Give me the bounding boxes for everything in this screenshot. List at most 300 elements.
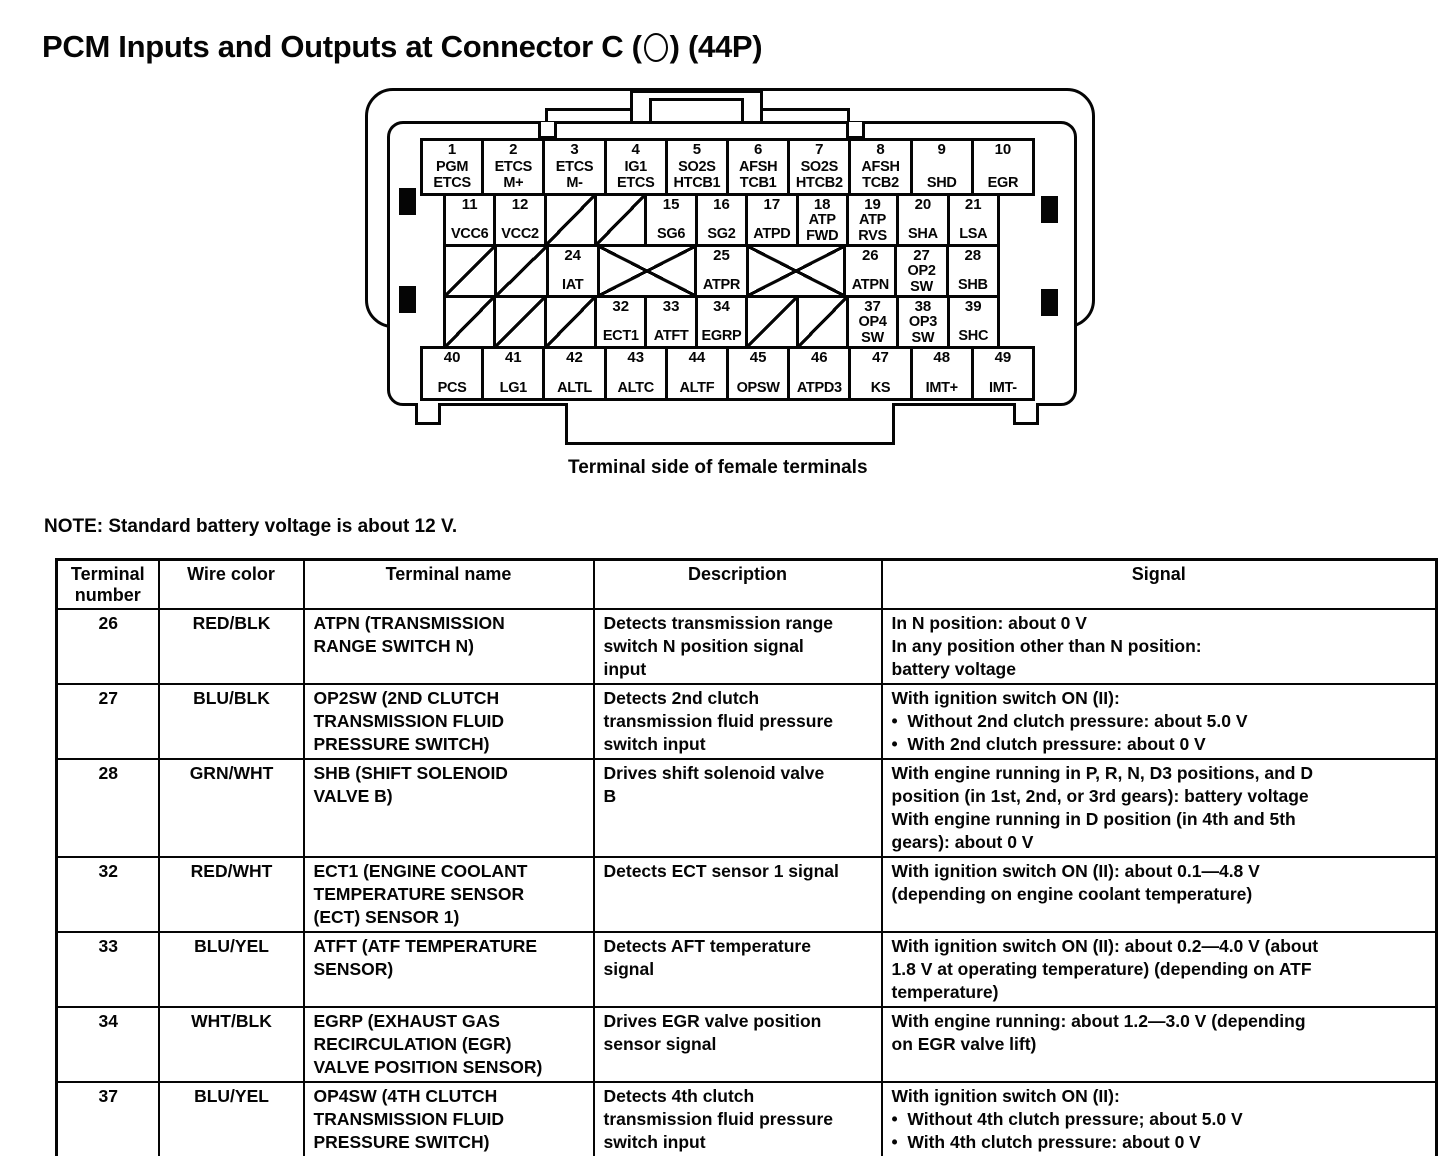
wire-color-cell: BLU/BLK bbox=[159, 684, 304, 759]
pin-label-line: ALTF bbox=[679, 379, 715, 396]
blocked-cell bbox=[745, 295, 798, 349]
pin-number: 18 bbox=[813, 196, 831, 213]
pin-20 bbox=[896, 193, 949, 247]
pin-32 bbox=[594, 295, 647, 349]
pin-label-line: SW bbox=[911, 329, 935, 346]
pin-label-line: VCC2 bbox=[501, 225, 539, 242]
connector-bottom-notch-right bbox=[1013, 403, 1039, 425]
pin-row-5 bbox=[420, 346, 1035, 401]
pin-26 bbox=[843, 244, 897, 298]
pin-label bbox=[739, 160, 777, 191]
wire-color-cell: BLU/YEL bbox=[159, 1082, 304, 1156]
pin-28 bbox=[946, 244, 1000, 298]
terminal-number-cell: 28 bbox=[57, 759, 159, 857]
blocked-cell bbox=[544, 295, 597, 349]
signal-cell bbox=[882, 759, 1437, 857]
pin-label bbox=[926, 381, 958, 397]
pin-label-line: ATP bbox=[808, 212, 836, 228]
pin-11 bbox=[443, 193, 496, 247]
terminal-number-cell: 34 bbox=[57, 1007, 159, 1082]
signal-line: With engine running: about 1.2—3.0 V (depending bbox=[891, 1011, 1306, 1031]
signal-line: • With 4th clutch pressure: about 0 V bbox=[891, 1132, 1201, 1152]
pin-label-line: M+ bbox=[503, 174, 524, 191]
pin-42 bbox=[542, 346, 606, 401]
pin-label bbox=[796, 160, 843, 191]
terminal-name-line: OP4SW (4TH CLUTCH bbox=[313, 1086, 498, 1106]
terminal-name-cell bbox=[304, 609, 594, 684]
connector-latch-right-upper bbox=[1041, 196, 1058, 223]
terminal-name-cell bbox=[304, 857, 594, 932]
pin-number: 33 bbox=[662, 298, 680, 315]
pin-number: 10 bbox=[994, 141, 1012, 158]
signal-cell bbox=[882, 857, 1437, 932]
description-line: switch input bbox=[603, 734, 706, 754]
pin-label bbox=[557, 381, 592, 397]
connector-pinout-diagram bbox=[365, 86, 1095, 452]
pin-number: 44 bbox=[688, 349, 706, 366]
blocked-cell bbox=[594, 193, 647, 247]
description-line: B bbox=[603, 786, 617, 806]
pin-label-line: PCS bbox=[437, 379, 467, 396]
signal-line: With ignition switch ON (II): bbox=[891, 1086, 1120, 1106]
pin-number: 1 bbox=[447, 141, 457, 158]
description-line: Drives EGR valve position bbox=[603, 1011, 822, 1031]
terminal-name-cell bbox=[304, 1007, 594, 1082]
pin-label-line: ATPD3 bbox=[796, 379, 842, 396]
signal-line: • Without 2nd clutch pressure: about 5.0 V bbox=[891, 711, 1248, 731]
pin-label-line: OP3 bbox=[908, 314, 937, 330]
terminal-name-line: VALVE POSITION SENSOR) bbox=[313, 1057, 543, 1077]
pin-21 bbox=[947, 193, 1000, 247]
pin-34 bbox=[695, 295, 748, 349]
terminal-name-line: RANGE SWITCH N) bbox=[313, 636, 474, 656]
wire-color-cell: WHT/BLK bbox=[159, 1007, 304, 1082]
pin-label bbox=[958, 329, 988, 345]
table-header-row bbox=[57, 560, 1437, 610]
pin-label bbox=[495, 160, 532, 191]
blocked-cell bbox=[796, 295, 849, 349]
pin-label-line: SG6 bbox=[657, 225, 686, 242]
signal-line: In N position: about 0 V bbox=[891, 613, 1087, 633]
pin-46 bbox=[787, 346, 851, 401]
pin-label bbox=[657, 227, 685, 243]
pin-48 bbox=[910, 346, 974, 401]
table-row-terminal-32 bbox=[57, 857, 1437, 932]
pin-label-line: EGR bbox=[987, 174, 1019, 191]
pin-number: 24 bbox=[564, 247, 581, 264]
pin-label bbox=[617, 160, 654, 191]
pin-row-3 bbox=[443, 244, 1000, 298]
pin-row-1 bbox=[420, 138, 1035, 196]
pin-label-line: OP4 bbox=[858, 314, 887, 330]
description-line: switch input bbox=[603, 1132, 706, 1152]
pin-label bbox=[702, 329, 742, 345]
signal-line: With engine running in D position (in 4th and 5th bbox=[891, 809, 1296, 829]
pin-label-line: IMT+ bbox=[925, 379, 958, 396]
signal-line: battery voltage bbox=[891, 659, 1016, 679]
pin-label-line: SO2S bbox=[678, 159, 716, 175]
description-line: input bbox=[603, 659, 647, 679]
pin-number: 48 bbox=[933, 349, 951, 366]
terminal-name-line: ATFT (ATF TEMPERATURE bbox=[313, 936, 538, 956]
pin-49 bbox=[971, 346, 1035, 401]
terminal-number-cell: 32 bbox=[57, 857, 159, 932]
pin-number: 20 bbox=[914, 196, 932, 213]
pin-number: 47 bbox=[872, 349, 889, 366]
pin-label-line: ETCS bbox=[616, 174, 655, 191]
pin-label-line: KS bbox=[870, 379, 891, 396]
description-line: Detects 4th clutch bbox=[603, 1086, 755, 1106]
pin-7 bbox=[787, 138, 851, 196]
connector-bottom-notch-left bbox=[415, 403, 441, 425]
pin-label bbox=[871, 381, 891, 397]
pin-number: 27 bbox=[913, 247, 930, 264]
pin-24 bbox=[546, 244, 600, 298]
pin-label-line: IG1 bbox=[624, 159, 647, 175]
description-line: transmission fluid pressure bbox=[603, 1109, 834, 1129]
pin-label-line: TCB2 bbox=[862, 174, 899, 191]
pin-label bbox=[680, 381, 715, 397]
terminal-name-line: OP2SW (2ND CLUTCH bbox=[313, 688, 500, 708]
blocked-cell bbox=[494, 244, 548, 298]
connector-bottom-tab bbox=[565, 403, 895, 445]
pin-label-line: SW bbox=[910, 278, 933, 295]
pin-label bbox=[806, 213, 838, 244]
pin-label bbox=[603, 329, 639, 345]
description-line: signal bbox=[603, 959, 655, 979]
pin-number: 6 bbox=[753, 141, 763, 158]
connector-top-notch-right bbox=[846, 122, 865, 139]
pin-number: 9 bbox=[937, 141, 946, 158]
pin-number: 2 bbox=[509, 141, 518, 158]
pin-label bbox=[433, 160, 470, 191]
wire-color-cell: BLU/YEL bbox=[159, 932, 304, 1007]
table-row-terminal-28 bbox=[57, 759, 1437, 857]
signal-line: With ignition switch ON (II): about 0.2—4.0 V (about bbox=[891, 936, 1319, 956]
pin-label-line: TCB1 bbox=[739, 174, 777, 191]
signal-line: position (in 1st, 2nd, or 3rd gears): battery voltage bbox=[891, 786, 1309, 806]
pin-15 bbox=[644, 193, 697, 247]
table-row-terminal-33 bbox=[57, 932, 1437, 1007]
description-cell bbox=[594, 684, 882, 759]
pin-label-line: AFSH bbox=[738, 159, 778, 175]
terminal-name-line: ECT1 (ENGINE COOLANT bbox=[313, 861, 528, 881]
pin-12 bbox=[493, 193, 546, 247]
table-row-terminal-26 bbox=[57, 609, 1437, 684]
terminal-name-cell bbox=[304, 1082, 594, 1156]
terminal-name-line: VALVE B) bbox=[313, 786, 393, 806]
blocked-cell bbox=[597, 244, 698, 298]
pin-number: 42 bbox=[566, 349, 583, 366]
signal-line: gears): about 0 V bbox=[891, 832, 1034, 852]
pin-label-line: ECT1 bbox=[602, 327, 639, 344]
pin-19 bbox=[846, 193, 899, 247]
pin-label bbox=[959, 227, 987, 243]
blocked-cell bbox=[746, 244, 847, 298]
pin-number: 28 bbox=[964, 247, 982, 264]
signal-line: In any position other than N position: bbox=[891, 636, 1202, 656]
terminal-name-cell bbox=[304, 932, 594, 1007]
wire-color-cell: RED/BLK bbox=[159, 609, 304, 684]
pin-label bbox=[562, 278, 583, 294]
pin-4 bbox=[604, 138, 668, 196]
description-cell bbox=[594, 1082, 882, 1156]
signal-line: on EGR valve lift) bbox=[891, 1034, 1037, 1054]
pin-label-line: SHD bbox=[926, 174, 957, 191]
col-header-terminal-number: Terminal number bbox=[57, 560, 159, 610]
pin-number: 4 bbox=[631, 141, 640, 158]
pin-45 bbox=[726, 346, 790, 401]
pin-label bbox=[556, 160, 593, 191]
pin-37 bbox=[846, 295, 899, 349]
col-header-description: Description bbox=[594, 560, 882, 610]
pin-number: 34 bbox=[713, 298, 730, 315]
pin-number: 16 bbox=[713, 196, 730, 213]
pin-row-2 bbox=[443, 193, 1000, 247]
signal-line: With ignition switch ON (II): bbox=[891, 688, 1120, 708]
connector-circle-icon bbox=[644, 33, 668, 62]
pin-8 bbox=[848, 138, 912, 196]
terminal-name-line: (ECT) SENSOR 1) bbox=[313, 907, 460, 927]
pin-label-line: SO2S bbox=[800, 159, 839, 175]
battery-voltage-note: NOTE: Standard battery voltage is about 12 V. bbox=[44, 516, 458, 537]
pin-label bbox=[618, 381, 654, 397]
terminal-name-line: ATPN (TRANSMISSION bbox=[313, 613, 505, 633]
pin-label-line: ETCS bbox=[433, 174, 471, 191]
description-cell bbox=[594, 932, 882, 1007]
description-line: sensor signal bbox=[603, 1034, 717, 1054]
pin-number: 3 bbox=[570, 141, 579, 158]
title-text-suffix: ) (44P) bbox=[669, 28, 763, 64]
pin-label-line: FWD bbox=[806, 227, 839, 244]
pin-number: 40 bbox=[443, 349, 461, 366]
pin-number: 17 bbox=[763, 196, 781, 213]
pin-label-line: IMT- bbox=[989, 379, 1017, 396]
pin-number: 12 bbox=[511, 196, 529, 213]
pin-label-line: SHC bbox=[958, 327, 989, 344]
signal-cell bbox=[882, 932, 1437, 1007]
pin-label-line: ALTL bbox=[557, 379, 592, 396]
description-cell bbox=[594, 609, 882, 684]
pin-row-4 bbox=[443, 295, 1000, 349]
terminal-number-cell: 26 bbox=[57, 609, 159, 684]
pin-label bbox=[673, 160, 720, 191]
pin-label-line: OP2 bbox=[907, 263, 936, 279]
pin-number: 49 bbox=[994, 349, 1012, 366]
pin-16 bbox=[695, 193, 748, 247]
pin-label-line: SHA bbox=[908, 225, 938, 242]
pin-number: 8 bbox=[876, 141, 885, 158]
pin-9 bbox=[910, 138, 974, 196]
description-line: Detects transmission range bbox=[603, 613, 834, 633]
pin-label bbox=[858, 213, 887, 244]
connector-latch-left-lower bbox=[399, 286, 416, 313]
pin-3 bbox=[542, 138, 606, 196]
pin-label bbox=[909, 315, 937, 346]
pin-label bbox=[958, 278, 988, 294]
col-header-wire-color: Wire color bbox=[159, 560, 304, 610]
blocked-cell bbox=[493, 295, 546, 349]
pin-25 bbox=[694, 244, 748, 298]
pin-label-line: IAT bbox=[561, 276, 584, 293]
description-cell bbox=[594, 1007, 882, 1082]
terminal-name-cell bbox=[304, 684, 594, 759]
terminal-name-line: PRESSURE SWITCH) bbox=[313, 1132, 490, 1152]
connector-latch-left-upper bbox=[399, 188, 416, 215]
connector-top-notch-left bbox=[538, 122, 557, 139]
signal-line: (depending on engine coolant temperature) bbox=[891, 884, 1253, 904]
pin-label bbox=[927, 176, 957, 192]
pin-label bbox=[501, 227, 538, 243]
pin-number: 19 bbox=[864, 196, 881, 213]
pin-label-line: VCC6 bbox=[450, 225, 489, 242]
terminal-number-cell: 37 bbox=[57, 1082, 159, 1156]
pin-grid bbox=[387, 121, 1077, 401]
terminal-table bbox=[55, 558, 1438, 1156]
pin-number: 5 bbox=[692, 141, 702, 158]
pin-label-line: AFSH bbox=[861, 159, 900, 175]
pin-label-line: SG2 bbox=[707, 225, 736, 242]
pin-label bbox=[707, 227, 735, 243]
signal-cell bbox=[882, 1007, 1437, 1082]
pin-label-line: ALTC bbox=[617, 379, 654, 396]
terminal-name-line: SHB (SHIFT SOLENOID bbox=[313, 763, 508, 783]
connector-latch-right-lower bbox=[1041, 289, 1058, 316]
pin-number: 15 bbox=[662, 196, 680, 213]
pin-number: 39 bbox=[964, 298, 982, 315]
pin-label bbox=[858, 315, 886, 346]
pin-label-line: M- bbox=[566, 174, 583, 191]
pin-label-line: SW bbox=[861, 329, 884, 346]
terminal-name-line: TRANSMISSION FLUID bbox=[313, 711, 505, 731]
pin-label-line: SHB bbox=[957, 276, 988, 293]
blocked-cell bbox=[544, 193, 597, 247]
table-row-terminal-27 bbox=[57, 684, 1437, 759]
pin-label-line: RVS bbox=[858, 227, 887, 244]
description-line: switch N position signal bbox=[603, 636, 804, 656]
pin-label bbox=[737, 381, 780, 397]
pin-number: 37 bbox=[864, 298, 881, 315]
pin-label bbox=[654, 329, 689, 345]
diagram-caption: Terminal side of female terminals bbox=[568, 457, 868, 478]
col-header-terminal-name: Terminal name bbox=[304, 560, 594, 610]
pin-label-line: ATPD bbox=[753, 225, 791, 242]
pin-number: 11 bbox=[461, 196, 478, 213]
pin-39 bbox=[947, 295, 1000, 349]
pin-number: 32 bbox=[612, 298, 630, 315]
pin-label-line: LG1 bbox=[499, 379, 527, 396]
description-line: Detects 2nd clutch bbox=[603, 688, 760, 708]
pin-label-line: ATPN bbox=[851, 276, 889, 293]
pin-number: 46 bbox=[810, 349, 828, 366]
pin-label-line: PGM bbox=[436, 159, 469, 175]
pin-number: 45 bbox=[749, 349, 767, 366]
pin-label-line: OPSW bbox=[736, 379, 780, 396]
pin-label bbox=[451, 227, 488, 243]
pin-1 bbox=[420, 138, 484, 196]
terminal-name-line: PRESSURE SWITCH) bbox=[313, 734, 490, 754]
terminal-name-line: TRANSMISSION FLUID bbox=[313, 1109, 505, 1129]
pin-label bbox=[703, 278, 740, 294]
pin-number: 21 bbox=[964, 196, 982, 213]
pin-label bbox=[438, 381, 467, 397]
pin-label bbox=[861, 160, 899, 191]
pin-label-line: ATP bbox=[859, 212, 887, 228]
signal-cell bbox=[882, 684, 1437, 759]
description-cell bbox=[594, 857, 882, 932]
description-cell bbox=[594, 759, 882, 857]
pin-number: 43 bbox=[627, 349, 645, 366]
signal-line: 1.8 V at operating temperature) (depending on ATF bbox=[891, 959, 1312, 979]
pin-6 bbox=[726, 138, 790, 196]
pin-label bbox=[500, 381, 527, 397]
description-line: Drives shift solenoid valve bbox=[603, 763, 825, 783]
pin-number: 38 bbox=[914, 298, 932, 315]
pin-label bbox=[989, 381, 1017, 397]
description-line: transmission fluid pressure bbox=[603, 711, 834, 731]
pin-label-line: HTCB2 bbox=[795, 174, 843, 191]
pin-label-line: ETCS bbox=[555, 159, 594, 175]
pin-label-line: HTCB1 bbox=[673, 174, 721, 191]
pin-2 bbox=[481, 138, 545, 196]
pin-17 bbox=[745, 193, 798, 247]
terminal-name-line: SENSOR) bbox=[313, 959, 394, 979]
table-row-terminal-37 bbox=[57, 1082, 1437, 1156]
signal-line: temperature) bbox=[891, 982, 999, 1002]
title-text-prefix: PCM Inputs and Outputs at Connector C ( bbox=[42, 28, 642, 64]
col-header-signal: Signal bbox=[882, 560, 1437, 610]
pin-label-line: EGRP bbox=[701, 327, 742, 344]
pin-43 bbox=[604, 346, 668, 401]
pin-38 bbox=[896, 295, 949, 349]
pin-label-line: LSA bbox=[959, 225, 988, 242]
terminal-name-line: EGRP (EXHAUST GAS bbox=[313, 1011, 500, 1031]
pin-number: 26 bbox=[861, 247, 879, 264]
pin-label bbox=[852, 278, 889, 294]
pin-40 bbox=[420, 346, 484, 401]
pin-27 bbox=[894, 244, 948, 298]
signal-line: • Without 4th clutch pressure; about 5.0 V bbox=[891, 1109, 1243, 1129]
pin-label bbox=[908, 227, 938, 243]
wire-color-cell: RED/WHT bbox=[159, 857, 304, 932]
description-line: Detects AFT temperature bbox=[603, 936, 811, 956]
blocked-cell bbox=[443, 244, 497, 298]
table-row-terminal-34 bbox=[57, 1007, 1437, 1082]
pin-label-line: ETCS bbox=[494, 159, 533, 175]
terminal-name-line: RECIRCULATION (EGR) bbox=[313, 1034, 512, 1054]
signal-cell bbox=[882, 609, 1437, 684]
pin-label-line: ATFT bbox=[653, 327, 689, 344]
pin-label bbox=[753, 227, 790, 243]
page-title bbox=[42, 29, 762, 65]
terminal-number-cell: 27 bbox=[57, 684, 159, 759]
terminal-name-line: TEMPERATURE SENSOR bbox=[313, 884, 525, 904]
pin-41 bbox=[481, 346, 545, 401]
pin-label bbox=[988, 176, 1019, 192]
terminal-number-cell: 33 bbox=[57, 932, 159, 1007]
pin-5 bbox=[665, 138, 729, 196]
pin-number: 25 bbox=[713, 247, 730, 264]
pin-label-line: ATPR bbox=[702, 276, 741, 293]
signal-line: With engine running in P, R, N, D3 positions, and D bbox=[891, 763, 1313, 783]
pin-number: 41 bbox=[504, 349, 522, 366]
pin-33 bbox=[644, 295, 697, 349]
description-line: Detects ECT sensor 1 signal bbox=[603, 861, 839, 881]
pin-label bbox=[797, 381, 842, 397]
pin-label bbox=[907, 264, 935, 295]
pin-18 bbox=[796, 193, 849, 247]
blocked-cell bbox=[443, 295, 496, 349]
